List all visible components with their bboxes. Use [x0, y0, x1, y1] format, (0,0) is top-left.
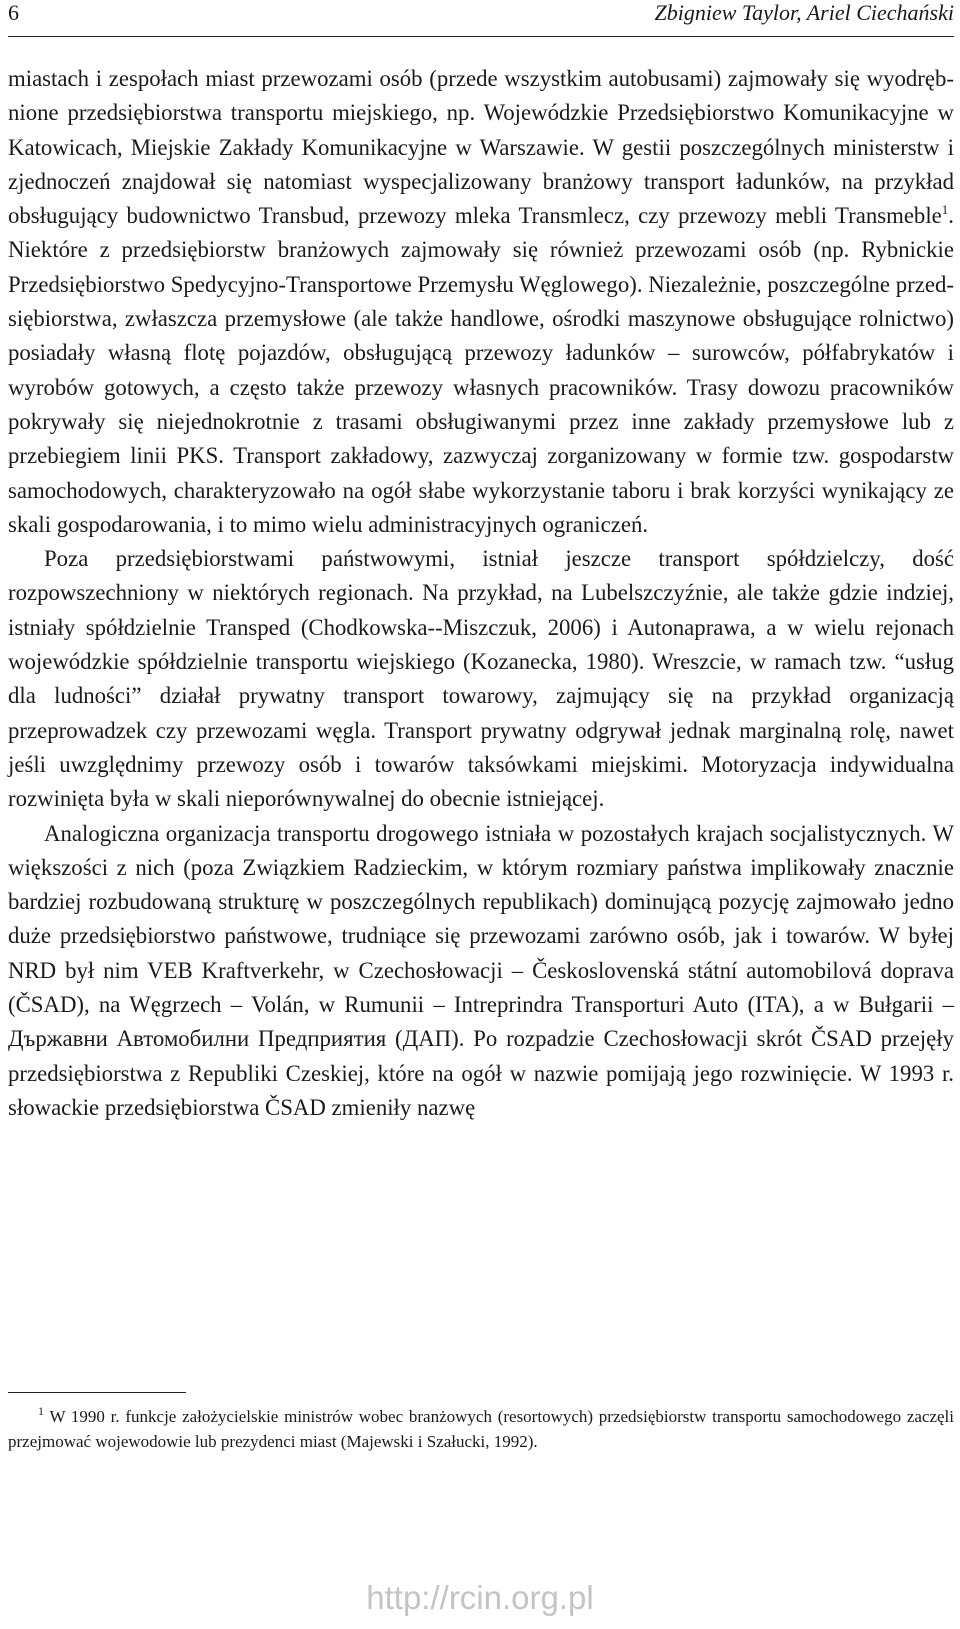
paragraph-1-part-a: miastach i zespołach miast przewozami osób (przede wszystkim autobusami) zajmowały się wyodrębnione przedsiębiorstwa transportu miejskiego, np. Wojewódzkie Przedsiębiorstwo Komunikacyjne w Katowicach, Miejskie Zakłady Komunikacyjne w Warszawie. W gestii poszczególnych ministerstw i zjednoczeń znajdował się natomiast wyspecjalizowany branżowy transport ładunków, na przykład obsługujący budownictwo Transbud, przewozy mleka Transmlecz, czy przewozy mebli Transmeble [8, 66, 954, 229]
paragraph-1 [8, 62, 954, 542]
footnote-marker: 1 [38, 1404, 44, 1418]
page-header [8, 0, 954, 37]
footnote-text: W 1990 r. funkcje założycielskie ministrów wobec branżowych (resortowych) przedsiębiorstw transportu samochodowego zaczęli przejmować wojewodowie lub prezydenci miast (Majewski i Szałucki, 1992). [8, 1407, 954, 1451]
paragraph-3: Analogiczna organizacja transportu drogowego istniała w pozostałych krajach socjalistycznych. W większości z nich (poza Związkiem Radzieckim, w którym rozmiary państwa implikowały znacznie bardziej rozbudowaną strukturę w poszczególnych republikach) dominującą pozycję zajmowało jedno duże przedsiębiorstwo państwowe, trudniące się przewozami zarówno osób, jak i towarów. W byłej NRD był nim VEB Kraftverkehr, w Czechosłowacji – Československá státní automobilová doprava (ČSAD), na Węgrzech – Volán, w Rumunii – Intreprindra Transporturi Auto (ITA), a w Bułgarii – Държавни Автомобилни Предприятия (ДАП). Po rozpadzie Czechosłowacji skrót ČSAD przejęły przedsiębiorstwa z Republiki Czeskiej, które na ogół w nazwie pomijają jego rozwinięcie. W 1993 r. słowackie przedsiębiorstwa ČSAD zmieniły nazwę [8, 820, 954, 1120]
footnote-separator [8, 1392, 186, 1393]
page-number: 6 [8, 0, 19, 25]
watermark-url: http://rcin.org.pl [366, 1579, 594, 1616]
running-head-authors: Zbigniew Taylor, Ariel Ciechański [654, 0, 954, 25]
paragraph-2: Poza przedsiębiorstwami państwowymi, istniał jeszcze transport spółdzielczy, dość rozpowszechniony w niektórych regionach. Na przykład, na Lubelszczyźnie, ale także gdzie indziej, istniały spółdzielnie Transped (Chodkowska--Miszczuk, 2006) i Autonaprawa, a w wielu rejonach wojewódzkie spółdzielnie transportu wiejskiego (Kozanecka, 1980). Wreszcie, w ramach tzw. “usług dla ludności” działał prywatny transport towarowy, zajmujący się na przykład organizacją przeprowadzek czy przewozami węgla. Transport prywatny odgrywał jednak marginalną rolę, nawet jeśli uwzględnimy przewozy osób i towarów taksówkami miejskimi. Motoryzacja indywidualna rozwinięta była w skali nieporównywalnej do obecnie istniejącej. [8, 546, 954, 812]
footnote-1 [8, 1404, 954, 1454]
body-text [8, 62, 954, 1125]
footnote-ref-1[interactable]: 1 [941, 202, 949, 218]
paragraph-1-part-b: . Niektóre z przedsiębiorstw branżowych zajmowały się również przewozami osób (np. Rybnickie Przedsiębiorstwo Spedycyjno-Transportowe Przemysłu Węglowego). Niezależnie, poszczególne przedsiębiorstwa, zwłaszcza przemysłowe (ale także handlowe, ośrodki maszynowe obsługujące rolnictwo) posiadały własną flotę pojazdów, obsługującą przewozy ładunków – surowców, półfabrykatów i wyrobów gotowych, a często także przewozy własnych pracowników. Trasy dowozu pracowników pokrywały się niejednokrotnie z trasami obsługiwanymi przez inne zakłady przemysłowe lub z przebiegiem linii PKS. Transport zakładowy, zazwyczaj zorganizowany w formie tzw. gospodarstw samochodowych, charakteryzowało na ogół słabe wykorzystanie taboru i brak korzyści wynikający ze skali gospodarowania, i to mimo wielu administracyjnych ograniczeń. [8, 203, 954, 537]
